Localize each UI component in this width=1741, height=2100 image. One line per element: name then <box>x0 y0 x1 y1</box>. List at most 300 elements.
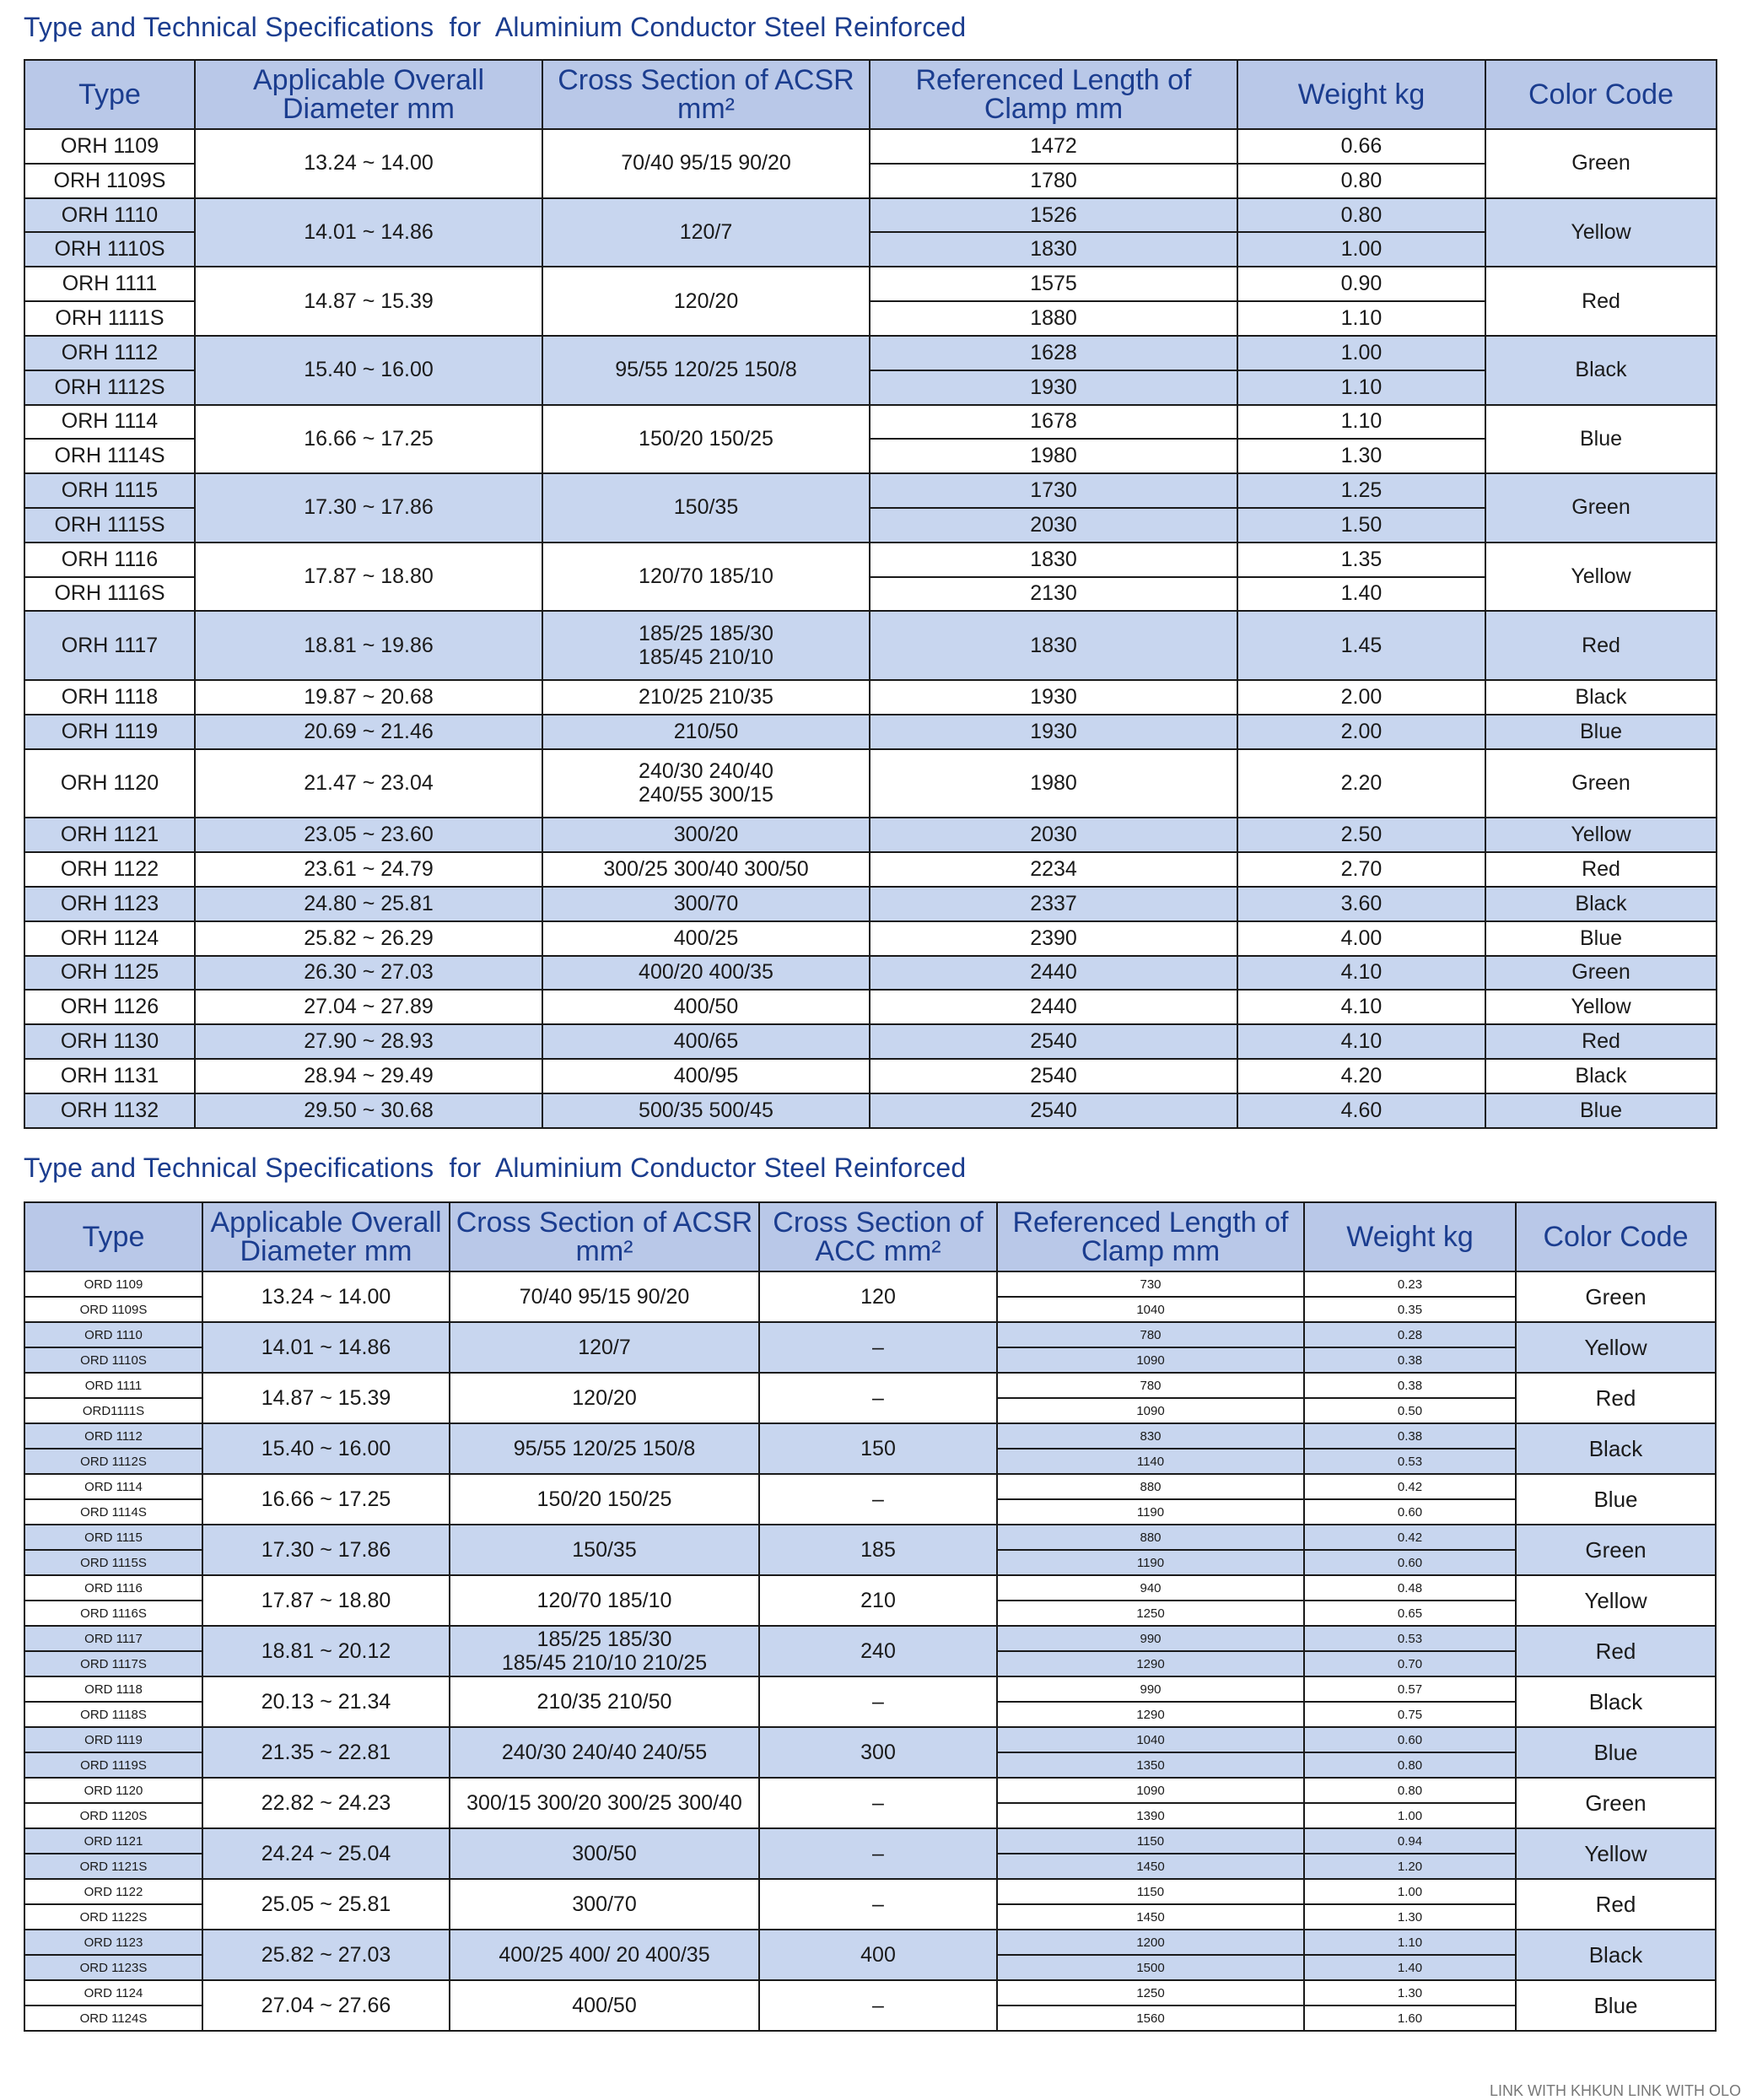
cross-section-cell <box>542 336 870 405</box>
cross-section-cell <box>542 1059 870 1093</box>
diameter-cell: 24.80 ~ 25.81 <box>195 887 542 921</box>
color-code-cell: Red <box>1485 267 1717 336</box>
weight-cell: 1.10 <box>1304 1930 1516 1955</box>
cross-section-cell-line: 95/55 120/25 150/8 <box>513 1436 696 1460</box>
clamp-length-cell: 1930 <box>870 715 1237 749</box>
acc-section-cell: 150 <box>759 1423 997 1474</box>
cross-section-cell <box>542 543 870 612</box>
weight-cell: 4.60 <box>1237 1093 1485 1128</box>
cross-section-cell-line: 120/7 <box>578 1335 631 1359</box>
cross-section-cell-line: 150/35 <box>572 1537 637 1562</box>
cross-section-cell <box>450 1626 759 1676</box>
weight-cell: 1.00 <box>1304 1803 1516 1828</box>
clamp-length-cell: 1472 <box>870 129 1237 164</box>
type-cell: ORD 1117S <box>24 1651 202 1676</box>
clamp-length-cell: 1290 <box>997 1651 1304 1676</box>
acc-section-cell: – <box>759 1879 997 1930</box>
table-row <box>24 1059 1717 1093</box>
acc-section-cell: – <box>759 1322 997 1373</box>
type-cell: ORH 1112 <box>24 336 195 370</box>
diameter-cell: 18.81 ~ 19.86 <box>195 611 542 680</box>
clamp-length-cell: 940 <box>997 1575 1304 1601</box>
weight-cell: 0.60 <box>1304 1727 1516 1752</box>
weight-cell: 0.53 <box>1304 1449 1516 1474</box>
color-code-cell: Blue <box>1516 1727 1716 1778</box>
table-row <box>24 1727 1716 1752</box>
type-cell: ORD 1109 <box>24 1271 202 1297</box>
table-row <box>24 1626 1716 1651</box>
color-code-cell: Yellow <box>1485 990 1717 1024</box>
weight-cell: 3.60 <box>1237 887 1485 921</box>
cross-section-cell-line: 300/25 300/40 300/50 <box>603 856 809 881</box>
clamp-length-cell: 2390 <box>870 921 1237 956</box>
cross-section-cell-line: 70/40 95/15 90/20 <box>519 1284 690 1309</box>
type-cell: ORD 1112 <box>24 1423 202 1449</box>
weight-cell: 0.38 <box>1304 1347 1516 1373</box>
color-code-cell: Red <box>1485 611 1717 680</box>
weight-cell: 4.20 <box>1237 1059 1485 1093</box>
clamp-length-cell: 2440 <box>870 990 1237 1024</box>
diameter-cell: 17.87 ~ 18.80 <box>195 543 542 612</box>
type-cell: ORD 1116 <box>24 1575 202 1601</box>
clamp-length-cell: 2234 <box>870 852 1237 887</box>
weight-cell: 1.50 <box>1237 508 1485 543</box>
weight-cell: 4.00 <box>1237 921 1485 956</box>
clamp-length-cell: 1450 <box>997 1854 1304 1879</box>
table-row <box>24 1828 1716 1854</box>
type-cell: ORH 1115S <box>24 508 195 543</box>
clamp-length-cell: 1830 <box>870 232 1237 267</box>
cross-section-cell-line: 400/95 <box>673 1063 739 1088</box>
diameter-cell: 27.04 ~ 27.66 <box>202 1980 450 2031</box>
weight-cell: 4.10 <box>1237 1024 1485 1059</box>
clamp-length-cell: 2440 <box>870 956 1237 991</box>
header-clamp-length <box>997 1202 1304 1271</box>
weight-cell: 0.80 <box>1237 164 1485 198</box>
weight-cell: 0.94 <box>1304 1828 1516 1854</box>
header-color-code: Color Code <box>1485 60 1717 129</box>
color-code-cell: Green <box>1516 1271 1716 1322</box>
cross-section-cell <box>542 611 870 680</box>
type-cell: ORD 1112S <box>24 1449 202 1474</box>
clamp-length-cell: 1250 <box>997 1980 1304 2006</box>
table-row <box>24 990 1717 1024</box>
weight-cell: 0.80 <box>1304 1778 1516 1803</box>
weight-cell: 0.65 <box>1304 1601 1516 1626</box>
cross-section-cell <box>542 921 870 956</box>
type-cell: ORD 1123 <box>24 1930 202 1955</box>
color-code-cell: Green <box>1485 956 1717 991</box>
table-row <box>24 921 1717 956</box>
clamp-length-cell: 1290 <box>997 1702 1304 1727</box>
cross-section-cell-line: 400/50 <box>673 995 739 1019</box>
header-diameter <box>202 1202 450 1271</box>
diameter-cell: 14.01 ~ 14.86 <box>195 198 542 267</box>
color-code-cell: Black <box>1485 680 1717 715</box>
color-code-cell: Black <box>1485 1059 1717 1093</box>
header-cross-line2: mm² <box>575 1235 633 1267</box>
color-code-cell: Green <box>1485 749 1717 818</box>
diameter-cell: 24.24 ~ 25.04 <box>202 1828 450 1879</box>
type-cell: ORH 1125 <box>24 956 195 991</box>
diameter-cell: 13.24 ~ 14.00 <box>202 1271 450 1322</box>
cross-section-cell-line: 95/55 120/25 150/8 <box>615 358 797 382</box>
type-cell: ORD 1124S <box>24 2006 202 2031</box>
table-row <box>24 405 1717 440</box>
color-code-cell: Blue <box>1516 1980 1716 2031</box>
acc-section-cell: 300 <box>759 1727 997 1778</box>
cross-section-cell-line: 210/35 210/50 <box>536 1689 672 1714</box>
color-code-cell: Blue <box>1485 715 1717 749</box>
cross-section-cell <box>542 852 870 887</box>
header-weight: Weight kg <box>1304 1202 1516 1271</box>
header-acc-section <box>759 1202 997 1271</box>
color-code-cell: Green <box>1485 129 1717 198</box>
weight-cell: 0.23 <box>1304 1271 1516 1297</box>
weight-cell: 0.35 <box>1304 1297 1516 1322</box>
diameter-cell: 29.50 ~ 30.68 <box>195 1093 542 1128</box>
type-cell: ORH 1120 <box>24 749 195 818</box>
cross-section-cell <box>542 129 870 198</box>
table-row <box>24 198 1717 233</box>
cross-section-cell-line: 185/25 185/30 <box>536 1628 672 1651</box>
header-length-line1: Referenced Length of <box>1012 1207 1289 1239</box>
header-cross-section <box>450 1202 759 1271</box>
cross-section-cell <box>450 1322 759 1373</box>
header-diameter-line1: Applicable Overall <box>210 1207 442 1239</box>
cross-section-cell <box>450 1879 759 1930</box>
table-row <box>24 1474 1716 1499</box>
table-row <box>24 1980 1716 2006</box>
color-code-cell: Black <box>1485 887 1717 921</box>
acc-section-cell: – <box>759 1373 997 1423</box>
header-diameter-line2: Diameter mm <box>240 1235 412 1267</box>
type-cell: ORH 1110S <box>24 232 195 267</box>
weight-cell: 0.48 <box>1304 1575 1516 1601</box>
clamp-length-cell: 1780 <box>870 164 1237 198</box>
header-diameter-line2: Diameter mm <box>282 93 455 125</box>
cross-section-cell-line: 240/30 240/40 <box>639 759 773 784</box>
header-length-line2: Clamp mm <box>1081 1235 1221 1267</box>
type-cell: ORD 1114 <box>24 1474 202 1499</box>
type-cell: ORD 1114S <box>24 1499 202 1525</box>
color-code-cell: Black <box>1485 336 1717 405</box>
cross-section-cell <box>450 1676 759 1727</box>
acc-section-cell: – <box>759 1778 997 1828</box>
cross-section-cell <box>450 1778 759 1828</box>
color-code-cell: Black <box>1516 1676 1716 1727</box>
weight-cell: 2.00 <box>1237 680 1485 715</box>
clamp-length-cell: 1390 <box>997 1803 1304 1828</box>
color-code-cell: Yellow <box>1516 1575 1716 1626</box>
type-cell: ORH 1123 <box>24 887 195 921</box>
diameter-cell: 20.69 ~ 21.46 <box>195 715 542 749</box>
clamp-length-cell: 1930 <box>870 680 1237 715</box>
weight-cell: 1.35 <box>1237 543 1485 577</box>
diameter-cell: 25.82 ~ 26.29 <box>195 921 542 956</box>
cross-section-cell-line: 400/25 <box>673 926 739 950</box>
table-row <box>24 1778 1716 1803</box>
table-row <box>24 1024 1717 1059</box>
type-cell: ORD 1109S <box>24 1297 202 1322</box>
cross-section-cell <box>542 749 870 818</box>
cross-section-cell-line: 300/50 <box>572 1841 637 1865</box>
header-color-code: Color Code <box>1516 1202 1716 1271</box>
weight-cell: 0.53 <box>1304 1626 1516 1651</box>
weight-cell: 1.30 <box>1304 1980 1516 2006</box>
clamp-length-cell: 1830 <box>870 543 1237 577</box>
type-cell: ORH 1132 <box>24 1093 195 1128</box>
weight-cell: 2.20 <box>1237 749 1485 818</box>
table-row <box>24 1271 1716 1297</box>
type-cell: ORH 1121 <box>24 818 195 852</box>
cross-section-cell-line: 150/20 150/25 <box>639 426 773 451</box>
color-code-cell: Yellow <box>1485 543 1717 612</box>
clamp-length-cell: 1200 <box>997 1930 1304 1955</box>
table-row <box>24 611 1717 680</box>
weight-cell: 0.80 <box>1304 1752 1516 1778</box>
weight-cell: 1.00 <box>1237 336 1485 370</box>
cross-section-cell-line: 185/45 210/10 <box>639 645 773 670</box>
cross-section-cell-line: 120/20 <box>572 1385 637 1410</box>
clamp-length-cell: 880 <box>997 1525 1304 1550</box>
table-row <box>24 129 1717 164</box>
weight-cell: 1.40 <box>1237 577 1485 612</box>
cross-section-cell-line: 185/45 210/10 210/25 <box>501 1651 708 1675</box>
cross-section-cell <box>542 1093 870 1128</box>
weight-cell: 1.00 <box>1304 1879 1516 1904</box>
clamp-length-cell: 1150 <box>997 1828 1304 1854</box>
header-diameter-line1: Applicable Overall <box>252 64 485 96</box>
cross-section-cell <box>542 680 870 715</box>
acc-section-cell: – <box>759 1828 997 1879</box>
cross-section-cell <box>450 1575 759 1626</box>
diameter-cell: 16.66 ~ 17.25 <box>195 405 542 474</box>
type-cell: ORH 1111 <box>24 267 195 301</box>
type-cell: ORH 1112S <box>24 370 195 405</box>
type-cell: ORD 1123S <box>24 1955 202 1980</box>
weight-cell: 4.10 <box>1237 990 1485 1024</box>
diameter-cell: 22.82 ~ 24.23 <box>202 1778 450 1828</box>
weight-cell: 0.42 <box>1304 1474 1516 1499</box>
clamp-length-cell: 1730 <box>870 473 1237 508</box>
cross-section-cell <box>542 473 870 543</box>
type-cell: ORH 1111S <box>24 301 195 336</box>
diameter-cell: 27.90 ~ 28.93 <box>195 1024 542 1059</box>
acc-section-cell: 400 <box>759 1930 997 1980</box>
type-cell: ORH 1116 <box>24 543 195 577</box>
cross-section-cell <box>542 990 870 1024</box>
table-row <box>24 1879 1716 1904</box>
type-cell: ORH 1115 <box>24 473 195 508</box>
acc-section-cell: 185 <box>759 1525 997 1575</box>
weight-cell: 1.20 <box>1304 1854 1516 1879</box>
header-weight: Weight kg <box>1237 60 1485 129</box>
color-code-cell: Red <box>1485 852 1717 887</box>
type-cell: ORH 1122 <box>24 852 195 887</box>
clamp-length-cell: 2030 <box>870 508 1237 543</box>
diameter-cell: 16.66 ~ 17.25 <box>202 1474 450 1525</box>
footer-text: LINK WITH KHKUN LINK WITH OLO <box>1489 2082 1741 2099</box>
cross-section-cell <box>542 956 870 991</box>
table-row <box>24 749 1717 818</box>
table2-body <box>24 1271 1716 2031</box>
header-cross-line1: Cross Section of ACSR <box>558 64 854 96</box>
clamp-length-cell: 1930 <box>870 370 1237 405</box>
color-code-cell: Yellow <box>1485 818 1717 852</box>
diameter-cell: 17.30 ~ 17.86 <box>195 473 542 543</box>
color-code-cell: Blue <box>1485 405 1717 474</box>
diameter-cell: 21.47 ~ 23.04 <box>195 749 542 818</box>
type-cell: ORD 1122S <box>24 1904 202 1930</box>
weight-cell: 0.66 <box>1237 129 1485 164</box>
type-cell: ORD 1110S <box>24 1347 202 1373</box>
weight-cell: 1.00 <box>1237 232 1485 267</box>
header-type: Type <box>24 1202 202 1271</box>
cross-section-cell-line: 210/25 210/35 <box>639 684 773 709</box>
acc-section-cell: 120 <box>759 1271 997 1322</box>
type-cell: ORD1111S <box>24 1398 202 1423</box>
orh-specifications-table <box>24 59 1717 1129</box>
diameter-cell: 18.81 ~ 20.12 <box>202 1626 450 1676</box>
type-cell: ORH 1110 <box>24 198 195 233</box>
type-cell: ORD 1122 <box>24 1879 202 1904</box>
cross-section-cell-line: 400/20 400/35 <box>639 960 773 985</box>
color-code-cell: Blue <box>1485 921 1717 956</box>
clamp-length-cell: 1450 <box>997 1904 1304 1930</box>
diameter-cell: 27.04 ~ 27.89 <box>195 990 542 1024</box>
header-length-line1: Referenced Length of <box>915 64 1192 96</box>
clamp-length-cell: 1575 <box>870 267 1237 301</box>
clamp-length-cell: 1090 <box>997 1398 1304 1423</box>
table-row <box>24 956 1717 991</box>
table-row <box>24 267 1717 301</box>
ord-specifications-table <box>24 1201 1717 2032</box>
type-cell: ORH 1130 <box>24 1024 195 1059</box>
color-code-cell: Red <box>1516 1879 1716 1930</box>
clamp-length-cell: 1560 <box>997 2006 1304 2031</box>
diameter-cell: 17.87 ~ 18.80 <box>202 1575 450 1626</box>
weight-cell: 0.60 <box>1304 1550 1516 1575</box>
color-code-cell: Yellow <box>1516 1322 1716 1373</box>
table-row <box>24 473 1717 508</box>
type-cell: ORH 1116S <box>24 577 195 612</box>
cross-section-cell-line: 120/70 185/10 <box>639 564 773 589</box>
cross-section-cell-line: 120/20 <box>673 289 739 313</box>
weight-cell: 1.10 <box>1237 301 1485 336</box>
table1-body <box>24 129 1717 1128</box>
weight-cell: 2.50 <box>1237 818 1485 852</box>
weight-cell: 1.30 <box>1304 1904 1516 1930</box>
clamp-length-cell: 1040 <box>997 1297 1304 1322</box>
diameter-cell: 23.05 ~ 23.60 <box>195 818 542 852</box>
cross-section-cell <box>450 1525 759 1575</box>
weight-cell: 0.80 <box>1237 198 1485 233</box>
header-clamp-length <box>870 60 1237 129</box>
clamp-length-cell: 1250 <box>997 1601 1304 1626</box>
type-cell: ORD 1110 <box>24 1322 202 1347</box>
cross-section-cell <box>542 1024 870 1059</box>
weight-cell: 0.38 <box>1304 1373 1516 1398</box>
color-code-cell: Black <box>1516 1423 1716 1474</box>
clamp-length-cell: 1090 <box>997 1778 1304 1803</box>
color-code-cell: Yellow <box>1485 198 1717 267</box>
diameter-cell: 25.82 ~ 27.03 <box>202 1930 450 1980</box>
cross-section-cell-line: 185/25 185/30 <box>639 622 773 646</box>
acc-section-cell: – <box>759 1474 997 1525</box>
cross-section-cell-line: 120/7 <box>679 219 733 244</box>
acc-section-cell: 210 <box>759 1575 997 1626</box>
type-cell: ORH 1114 <box>24 405 195 440</box>
cross-section-cell <box>542 887 870 921</box>
clamp-length-cell: 1500 <box>997 1955 1304 1980</box>
color-code-cell: Yellow <box>1516 1828 1716 1879</box>
diameter-cell: 23.61 ~ 24.79 <box>195 852 542 887</box>
type-cell: ORD 1118S <box>24 1702 202 1727</box>
clamp-length-cell: 2130 <box>870 577 1237 612</box>
clamp-length-cell: 2030 <box>870 818 1237 852</box>
clamp-length-cell: 730 <box>997 1271 1304 1297</box>
weight-cell: 0.90 <box>1237 267 1485 301</box>
type-cell: ORD 1115 <box>24 1525 202 1550</box>
header-type: Type <box>24 60 195 129</box>
cross-section-cell-line: 500/35 500/45 <box>639 1098 773 1122</box>
clamp-length-cell: 1628 <box>870 336 1237 370</box>
type-cell: ORH 1117 <box>24 611 195 680</box>
table-row <box>24 1322 1716 1347</box>
clamp-length-cell: 1830 <box>870 611 1237 680</box>
type-cell: ORD 1117 <box>24 1626 202 1651</box>
cross-section-cell <box>542 198 870 267</box>
type-cell: ORH 1131 <box>24 1059 195 1093</box>
clamp-length-cell: 1980 <box>870 749 1237 818</box>
type-cell: ORH 1119 <box>24 715 195 749</box>
color-code-cell: Blue <box>1516 1474 1716 1525</box>
cross-section-cell <box>542 715 870 749</box>
header-length-line2: Clamp mm <box>984 93 1124 125</box>
weight-cell: 0.50 <box>1304 1398 1516 1423</box>
clamp-length-cell: 1526 <box>870 198 1237 233</box>
cross-section-cell <box>542 818 870 852</box>
clamp-length-cell: 990 <box>997 1676 1304 1702</box>
diameter-cell: 14.87 ~ 15.39 <box>195 267 542 336</box>
table2-title: Type and Technical Specifications for Aluminium Conductor Steel Reinforced <box>24 1153 967 1183</box>
diameter-cell: 25.05 ~ 25.81 <box>202 1879 450 1930</box>
clamp-length-cell: 1190 <box>997 1499 1304 1525</box>
clamp-length-cell: 2540 <box>870 1059 1237 1093</box>
header-acc-line1: Cross Section of <box>773 1207 984 1239</box>
table-row <box>24 680 1717 715</box>
clamp-length-cell: 1880 <box>870 301 1237 336</box>
header-cross-line2: mm² <box>677 93 735 125</box>
diameter-cell: 20.13 ~ 21.34 <box>202 1676 450 1727</box>
clamp-length-cell: 1350 <box>997 1752 1304 1778</box>
color-code-cell: Green <box>1485 473 1717 543</box>
table-row <box>24 818 1717 852</box>
header-cross-line1: Cross Section of ACSR <box>455 1207 753 1239</box>
cross-section-cell-line: 300/20 <box>673 823 739 847</box>
weight-cell: 2.00 <box>1237 715 1485 749</box>
diameter-cell: 28.94 ~ 29.49 <box>195 1059 542 1093</box>
clamp-length-cell: 780 <box>997 1373 1304 1398</box>
cross-section-cell-line: 400/50 <box>572 1993 637 2017</box>
cross-section-cell-line: 400/25 400/ 20 400/35 <box>499 1942 710 1967</box>
type-cell: ORD 1121S <box>24 1854 202 1879</box>
weight-cell: 1.60 <box>1304 2006 1516 2031</box>
cross-section-cell-line: 300/15 300/20 300/25 300/40 <box>466 1790 742 1815</box>
type-cell: ORD 1124 <box>24 1980 202 2006</box>
color-code-cell: Red <box>1516 1373 1716 1423</box>
